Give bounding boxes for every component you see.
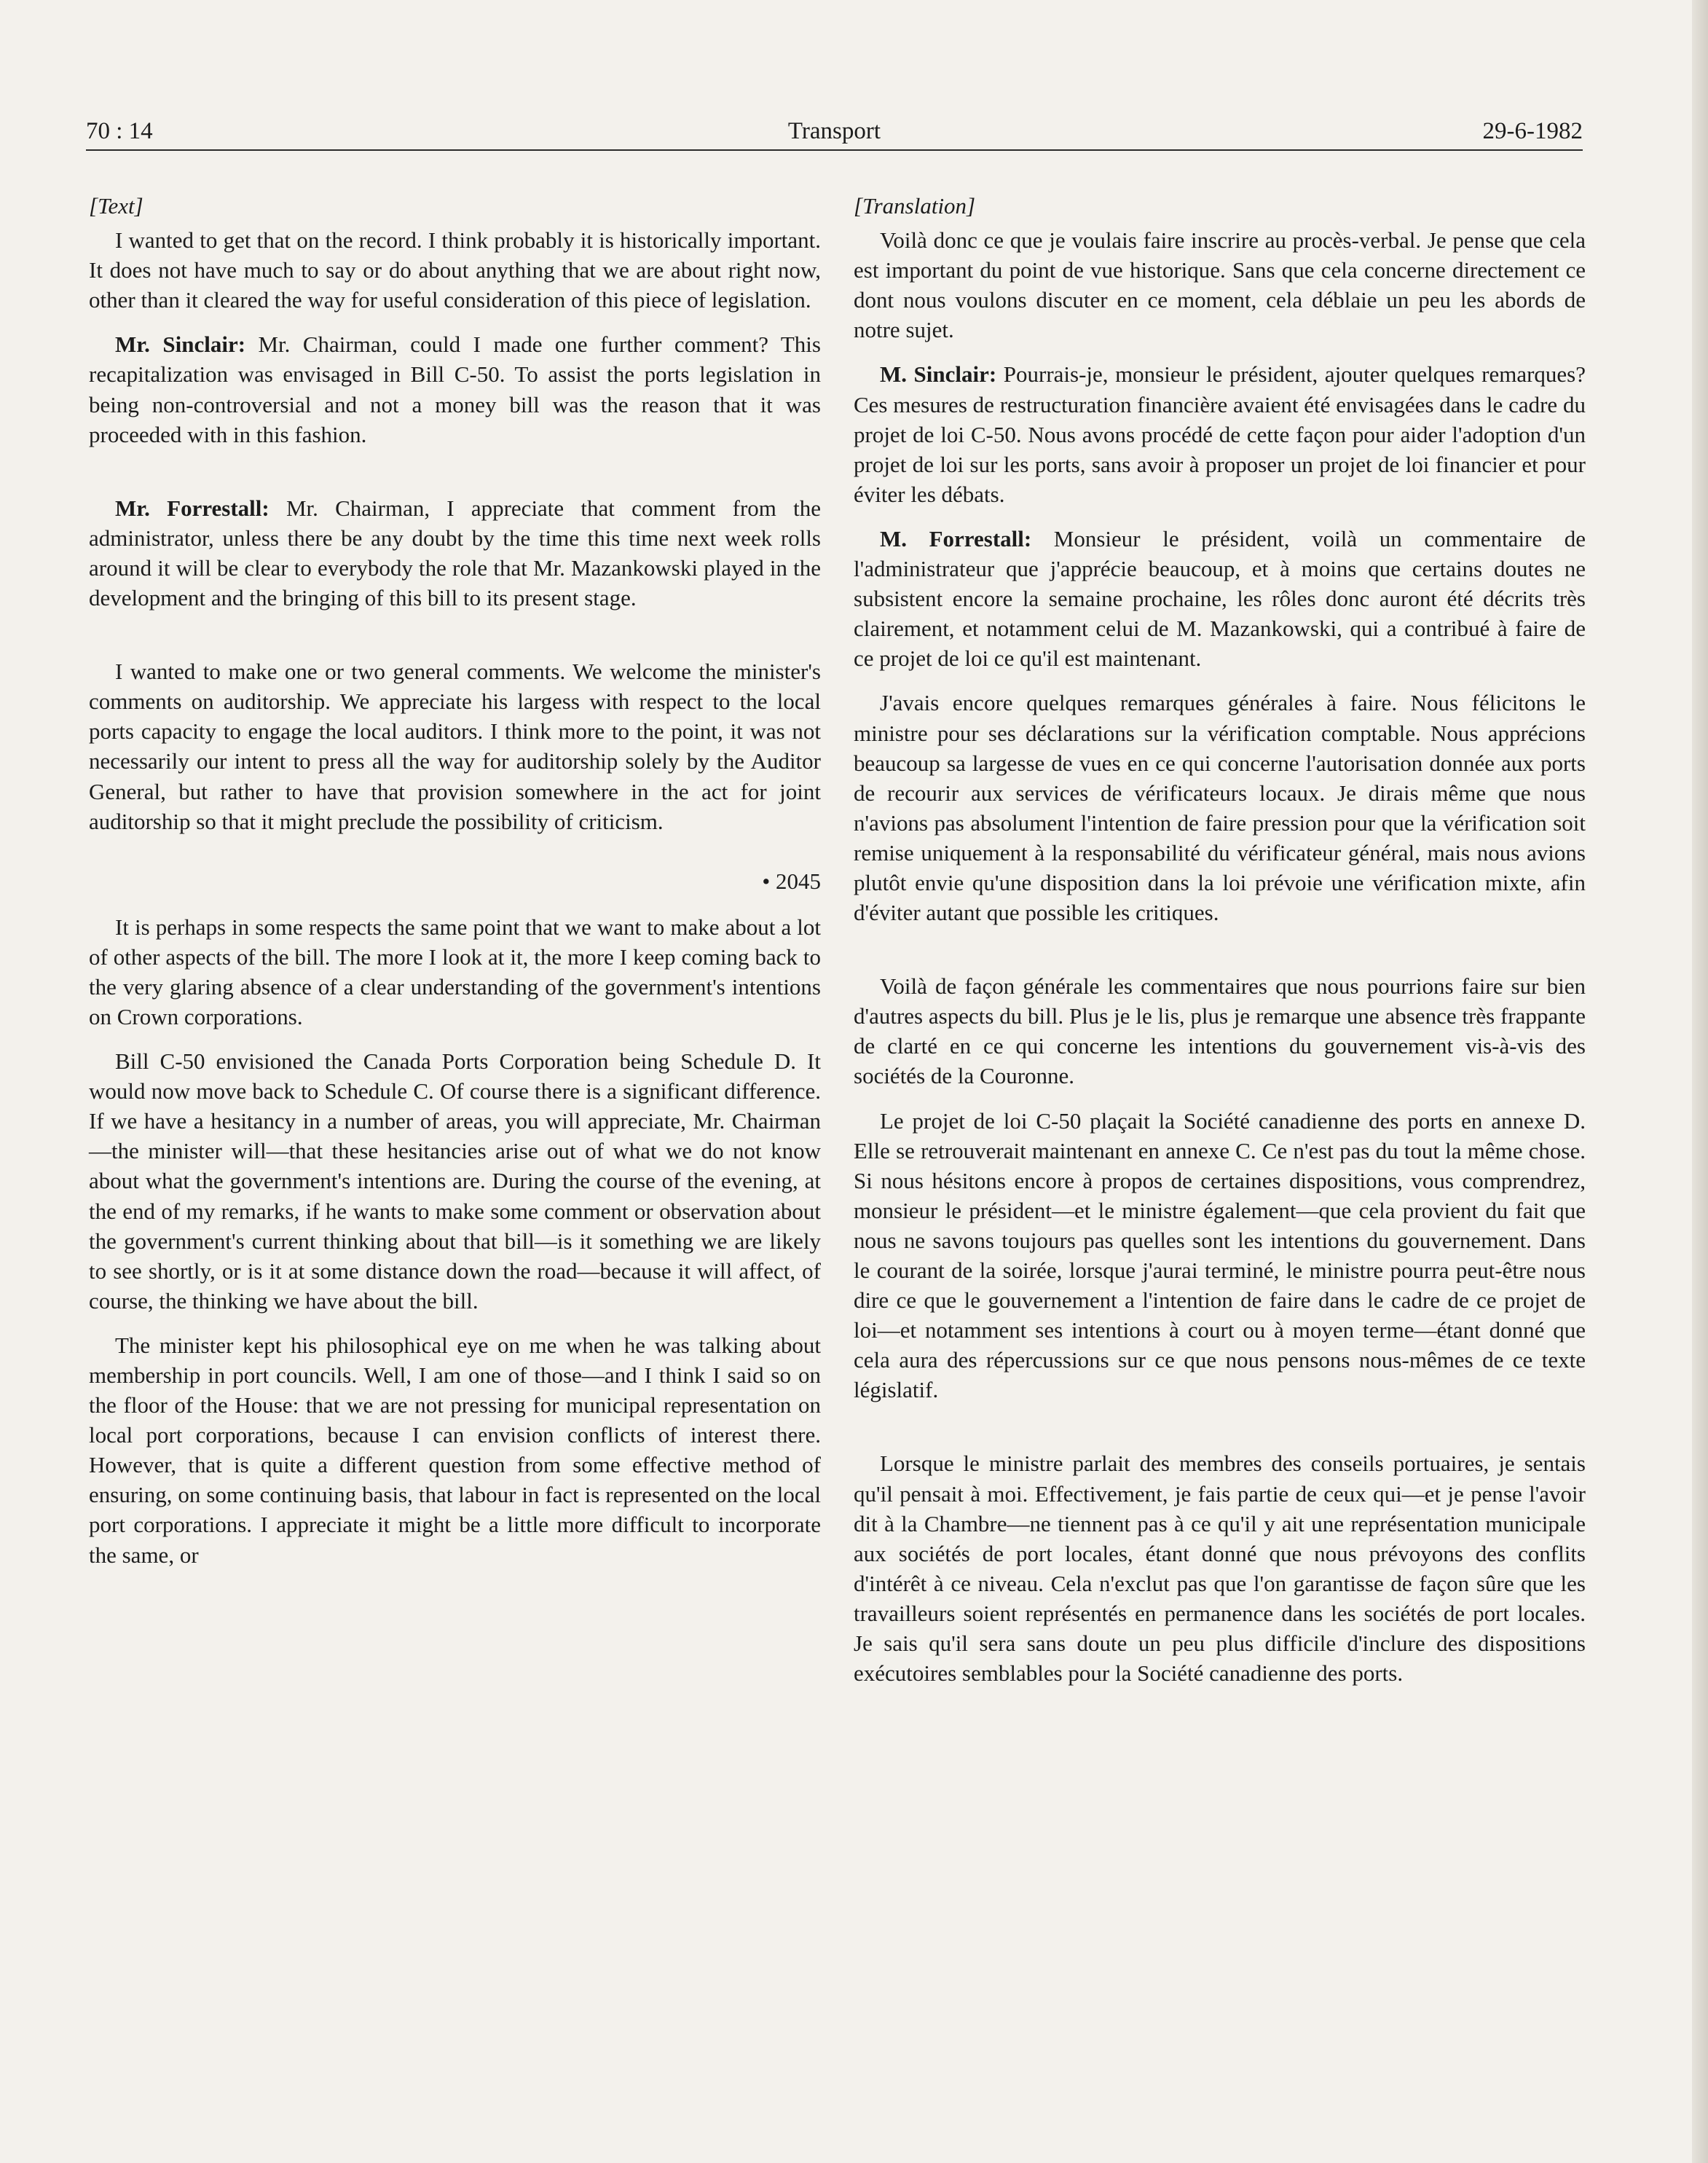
speaker-name: Mr. Forrestall: [115, 495, 269, 521]
paragraph: Voilà de façon générale les commentaires que nous pourrions faire sur bien d'autres aspects du bill. Plus je le lis, plus je remarque une absence très frappante de clarté en ce qui concerne les intentions du gouvernement vis-à-vis des sociétés de la Couronne. [854, 973, 1586, 1089]
paragraph: M. Sinclair: Pourrais-je, monsieur le président, ajouter quelques remarques? Ces mesures de restructuration financière avaient été envisagées dans le cadre du projet de loi C-50. Nous avons procédé de cette façon pour aider l'adoption d'un projet de loi sur les ports, sans avoir à proposer un projet de loi financier et pour éviter les débats. [854, 361, 1586, 507]
speaker-name: M. Sinclair: [880, 361, 997, 388]
header-rule [86, 149, 1583, 151]
paragraph: It is perhaps in some respects the same point that we want to make about a lot of other aspects of the bill. The more I look at it, the more I keep coming back to the very glaring absence of a clear understanding of the government's intentions on Crown corporations. [89, 914, 821, 1029]
speaker-name: M. Forrestall: [880, 525, 1032, 551]
page-date: 29-6-1982 [1482, 118, 1583, 144]
french-column [854, 191, 1586, 1718]
paragraph: M. Forrestall: Monsieur le président, voilà un commentaire de l'administrateur que j'apprécie beaucoup, et à moins que certains doutes ne subsistent encore la semaine prochaine, les rôles donc auront été décrits très clairement, et notamment celui de M. Mazankowski, qui a contribué à faire de ce projet de loi ce qu'il est maintenant. [854, 525, 1586, 672]
text-label: [Text] [89, 193, 143, 219]
page-edge-shadow [1692, 0, 1708, 2163]
paragraph: Mr. Sinclair: Mr. Chairman, could I made one further comment? This recapitalization was envisaged in Bill C-50. To assist the ports legislation in being non-controversial and not a money bill was the reason that it was proceeded with in this fashion. [89, 331, 821, 447]
paragraph: J'avais encore quelques remarques générales à faire. Nous félicitons le ministre pour ses déclarations sur la vérification comptable. Nous apprécions beaucoup sa largesse de vues en ce qui concerne l'autorisation donnée aux ports de recourir aux services de vérificateurs locaux. Je dirais même que nous n'avions pas absolument l'intention de faire pression pour que la vérification soit remise uniquement à la responsabilité du vérificateur général, mais nous avions plutôt envie qu'une disposition dans la loi prévoie une vérification mixte, afin d'éviter autant que possible les critiques. [854, 690, 1586, 926]
page-reference: 70 : 14 [86, 118, 153, 144]
paragraph: I wanted to make one or two general comments. We welcome the minister's comments on auditorship. We appreciate his largess with respect to the local ports capacity to engage the local auditors. I think more to the point, it was not necessarily our intent to press all the way for auditorship solely by the Auditor General, but rather to have that provision somewhere in the act for joint auditorship so that it might preclude the possibility of criticism. [89, 659, 821, 834]
translation-label: [Translation] [854, 193, 976, 219]
paragraph: Le projet de loi C-50 plaçait la Société canadienne des ports en annexe D. Elle se retrouverait maintenant en annexe C. Ce n'est pas du tout la même chose. Si nous hésitons encore à propos de certaines dispositions, vous comprendrez, monsieur le président—et le ministre également—que cela provient du fait que nous ne savons toujours pas quelles sont les intentions du gouvernement. Dans le courant de la soirée, lorsque j'aurai terminé, le ministre pourra peut-être nous dire ce que le gouvernement a l'intention de faire dans le cadre de ce projet de loi—et notamment ses intentions à court ou à moyen terme—étant donné que cela aura des répercussions sur ce que nous pensons nous-mêmes de ce texte législatif. [854, 1107, 1586, 1403]
paragraph: Mr. Forrestall: Mr. Chairman, I appreciate that comment from the administrator, unless there be any doubt by the time this time next week rolls around it will be clear to everybody the role that Mr. Mazankowski played in the development and the bringing of this bill to its present stage. [89, 495, 822, 611]
page-header [86, 115, 1583, 147]
paragraph: I wanted to get that on the record. I think probably it is historically important. It does not have much to say or do about anything that we are about right now, other than it cleared the way for useful consideration of this piece of legislation. [89, 227, 821, 313]
paragraph: Voilà donc ce que je voulais faire inscrire au procès-verbal. Je pense que cela est important du point de vue historique. Sans que cela concerne directement ce dont nous voulons discuter en ce moment, cela déblaie un peu les abords de notre sujet. [854, 227, 1586, 343]
speaker-name: Mr. Sinclair: [115, 331, 246, 358]
paragraph: The minister kept his philosophical eye on me when he was talking about membership in port councils. Well, I am one of those—and I think I said so on the floor of the House: that we are not pressing for municipal representation on local port corporations, because I can envision conflicts of interest there. However, that is quite a different question from some effective method of ensuring, on some continuing basis, that labour in fact is represented on the local port corporations. I appreciate it might be a little more difficult to incorporate the same, or [89, 1332, 821, 1568]
paragraph: Lorsque le ministre parlait des membres des conseils portuaires, je sentais qu'il pensait à moi. Effectivement, je fais partie de ceux qui—et je pense l'avoir dit à la Chambre—ne tiennent pas à ce qu'il y ait une représentation municipale aux sociétés de port locales, étant donné que nous prévoyons des conflits d'intérêt à ce niveau. Cela n'exclut pas que l'on garantisse de façon sûre que les travailleurs soient représentés en permanence dans les sociétés de port locales. Je sais qu'il sera sans doute un peu plus difficile d'inclure des dispositions exécutoires semblables pour la Société canadienne des ports. [854, 1450, 1586, 1687]
page-title: Transport [787, 118, 881, 144]
english-column [89, 191, 821, 1600]
time-marker: • 2045 [762, 868, 821, 894]
paragraph: Bill C-50 envisioned the Canada Ports Corporation being Schedule D. It would now move back to Schedule C. Of course there is a significant difference. If we have a hesitancy in a number of areas, you will appreciate, Mr. Chairman—the minister will—that these hesitancies arise out of what we do not know about what the government's intentions are. During the course of the evening, at the end of my remarks, if he wants to make some comment or observation about the government's current thinking about that bill—is it something we are likely to see shortly, or is it at some distance down the road—because it will affect, of course, the thinking we have about the bill. [89, 1048, 821, 1314]
